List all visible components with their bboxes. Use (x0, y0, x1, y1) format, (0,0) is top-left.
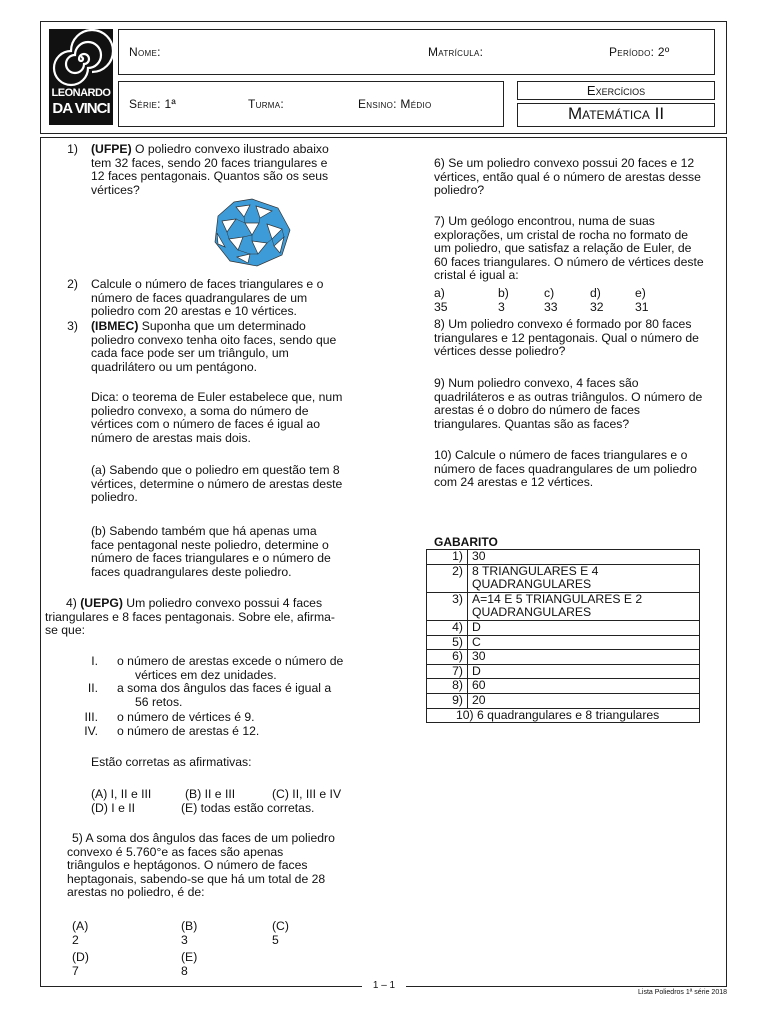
answer-number: 6) (427, 650, 468, 665)
q3-hint (91, 391, 342, 445)
turma-label: Turma: (248, 97, 285, 111)
question-9 (434, 377, 702, 431)
q4-item-text: o número de arestas é 12. (117, 724, 260, 738)
q6-line: 6) Se um poliedro convexo possui 20 faces e 12 (434, 156, 695, 170)
q8-line: 8) Um poliedro convexo é formado por 80 faces (434, 317, 692, 331)
exercise-type: Exercícios (586, 83, 646, 98)
q4-item-number: I. (91, 654, 98, 668)
answer-row (427, 550, 700, 565)
q5-option: (C) 5 (272, 919, 289, 947)
periodo-label: Período: 2º (609, 45, 670, 59)
answer-value: D (468, 620, 700, 635)
q7-option: d) 32 (590, 286, 604, 314)
answer-number: 8) (427, 679, 468, 694)
q9-line: 9) Num poliedro convexo, 4 faces são (434, 376, 639, 390)
q7-line: cristal é igual a: (434, 268, 519, 283)
q3b-line: faces quadrangulares deste poliedro. (91, 564, 292, 579)
q3-line: cada face pode ser um triângulo, um (91, 346, 289, 361)
answer-line: 8 TRIANGULARES E 4 (472, 563, 599, 578)
answer-row (427, 664, 700, 679)
q2-line: Calcule o número de faces triangulares e o (91, 277, 324, 291)
answer-value (468, 564, 700, 592)
q4-option: (D) I e II (91, 801, 136, 815)
school-logo (49, 29, 113, 125)
q7-line: 60 faces triangulares. O número de vértices deste (434, 254, 704, 269)
spiral-icon (49, 29, 113, 89)
q3-line: Suponha que um determinado (138, 319, 306, 333)
q4-option: (B) II e III (185, 787, 236, 801)
q4-line: Um poliedro convexo possui 4 faces (122, 596, 323, 610)
answer-value: 20 (468, 693, 700, 708)
q4-item-number: III. (84, 710, 98, 724)
page-number: 1 – 1 (372, 980, 396, 991)
q3a-line: vértices, determine o número de arestas deste (91, 476, 343, 491)
answer-value: 30 (468, 650, 700, 665)
q3-hint-line: Dica: o teorema de Euler estabelece que, num (91, 390, 343, 404)
serie-label: Série: 1ª (129, 97, 177, 111)
q10-line: com 24 arestas e 12 vértices. (434, 475, 594, 490)
answer-value: D (468, 664, 700, 679)
q3-line: quadrilátero ou um pentágono. (91, 359, 258, 374)
q4-item-text-cont: vértices em dez unidades. (135, 667, 277, 682)
q5-line: convexo é 5.760°e as faces são apenas (67, 844, 284, 859)
q4-option: (E) todas estão corretas. (181, 801, 315, 815)
q9-line: arestas é o dobro do número de faces (434, 403, 640, 418)
q7-option: b) 3 (498, 286, 509, 314)
answer-value: 60 (468, 679, 700, 694)
answer-row (427, 620, 700, 635)
q4-line: se que: (45, 623, 85, 638)
q5-option: (E) 8 (181, 950, 198, 978)
question-8 (434, 318, 699, 359)
q4-item-number: IV. (84, 724, 98, 738)
answer-value: C (468, 635, 700, 650)
ensino-label: Ensino: Médio (358, 97, 432, 111)
q1-source: (UFPE) (91, 142, 132, 156)
q3-hint-line: vértices com o número de faces é igual ao (91, 417, 320, 432)
answer-row (427, 679, 700, 694)
q1-line: 12 faces pentagonais. Quantos são os seus (91, 169, 329, 184)
frame-bottom-right (406, 986, 727, 987)
q7-option: e) 31 (635, 286, 649, 314)
q1-line: O poliedro convexo ilustrado abaixo (131, 142, 329, 156)
q4-item-text: o número de arestas excede o número de (117, 654, 344, 668)
polyhedron-figure (212, 197, 292, 267)
q5-option: (A) 2 (72, 919, 89, 947)
q4-item-text: a soma dos ângulos das faces é igual a (117, 681, 332, 695)
q3b-line: (b) Sabendo também que há apenas uma (91, 524, 317, 538)
question-7 (434, 215, 704, 283)
answer-number: 1) (427, 550, 468, 565)
q1-line: vértices? (91, 182, 140, 197)
q8-line: triangulares e 12 pentagonais. Qual o número de (434, 330, 699, 345)
q3b-line: número de faces triangulares e o número de (91, 551, 331, 566)
answer-number: 5) (427, 635, 468, 650)
answer-number: 7) (427, 664, 468, 679)
q5-line: triângulos e heptágonos. O número de faces (67, 858, 308, 873)
q3-line: poliedro convexo tenha oito faces, sendo que (91, 332, 337, 347)
answer-value: 10) 6 quadrangulares e 8 triangulares (427, 708, 700, 723)
q7-line: um poliedro, que satisfaz a relação de Euler, de (434, 241, 692, 256)
q5-option: (D) 7 (72, 950, 89, 978)
answer-number: 3) (427, 592, 468, 620)
answer-line: A=14 E 5 TRIANGULARES E 2 (472, 591, 643, 606)
q1-number: 1) (67, 142, 78, 156)
q3-hint-line: número de arestas mais dois. (91, 430, 251, 445)
q9-line: quadriláteros e as outras triângulos. O número de (434, 389, 703, 404)
q4-prompt: Estão corretas as afirmativas: (91, 755, 252, 769)
answer-line: QUADRANGULARES (472, 577, 592, 592)
question-6 (434, 157, 701, 198)
q3-part-b (91, 525, 331, 579)
q7-line: 7) Um geólogo encontrou, numa de suas (434, 214, 655, 228)
answer-line: QUADRANGULARES (472, 605, 592, 620)
answer-number: 4) (427, 620, 468, 635)
q3-number: 3) (67, 319, 78, 333)
q6-line: poliedro? (434, 183, 485, 198)
question-10 (434, 449, 697, 490)
q4-item-text: o número de vértices é 9. (117, 710, 255, 724)
matricula-label: Matrícula: (428, 45, 484, 59)
answer-row (427, 650, 700, 665)
answer-row (427, 564, 700, 592)
q2-line: número de faces quadrangulares de um (91, 290, 308, 305)
answer-number: 9) (427, 693, 468, 708)
answer-row (427, 708, 700, 723)
q10-line: 10) Calcule o número de faces triangulares e o (434, 448, 688, 462)
q5-line: arestas no poliedro, é de: (67, 885, 205, 900)
nome-label: Nome: (129, 45, 161, 59)
q4-number: 4) (66, 596, 77, 610)
q7-option: a) 35 (434, 286, 448, 314)
q4-option: (C) II, III e IV (272, 787, 342, 801)
q5-line: heptagonais, sabendo-se que há um total de 28 (67, 871, 326, 886)
answer-key-table (426, 549, 700, 723)
q9-line: triangulares. Quantas são as faces? (434, 416, 630, 431)
q3-part-a (91, 464, 342, 505)
answer-row (427, 592, 700, 620)
q5-option: (B) 3 (181, 919, 198, 947)
q6-line: vértices, então qual é o número de arestas desse (434, 169, 701, 184)
logo-text-bottom: DA VINCI (52, 100, 110, 117)
q7-option: c) 33 (544, 286, 558, 314)
answer-row (427, 635, 700, 650)
q7-line: explorações, um cristal de rocha no formato de (434, 227, 689, 242)
subject-title: Matemática II (567, 104, 665, 123)
q3a-line: poliedro. (91, 490, 138, 505)
answer-key-title: GABARITO (434, 535, 498, 549)
q2-number: 2) (67, 277, 78, 291)
q4-item-number: II. (87, 681, 98, 695)
q4-source: (UEPG) (80, 596, 123, 610)
q5-line: 5) A soma dos ângulos das faces de um poliedro (72, 831, 335, 845)
q1-line: tem 32 faces, sendo 20 faces triangulares e (91, 155, 328, 170)
footer-note: Lista Poliedros 1ª série 2018 (638, 989, 727, 996)
q3-source: (IBMEC) (91, 319, 139, 333)
answer-number: 2) (427, 564, 468, 592)
frame-bottom-left (40, 986, 362, 987)
answer-value (468, 592, 700, 620)
answer-row (427, 693, 700, 708)
q3b-line: face pentagonal neste poliedro, determine o (91, 537, 329, 552)
q4-item-text-cont: 56 retos. (135, 694, 183, 709)
q4-option: (A) I, II e III (91, 787, 152, 801)
q3-hint-line: poliedro convexo, a soma do número de (91, 403, 309, 418)
q3a-line: (a) Sabendo que o poliedro em questão tem 8 (91, 463, 340, 477)
answer-value: 30 (468, 550, 700, 565)
q10-line: número de faces quadrangulares de um poliedro (434, 461, 697, 476)
q8-line: vértices desse poliedro? (434, 344, 566, 359)
logo-text-top: LEONARDO (51, 87, 111, 99)
q4-line: triangulares e 8 faces pentagonais. Sobre ele, afirma- (45, 609, 335, 624)
q2-line: poliedro com 20 arestas e 10 vértices. (91, 304, 297, 319)
